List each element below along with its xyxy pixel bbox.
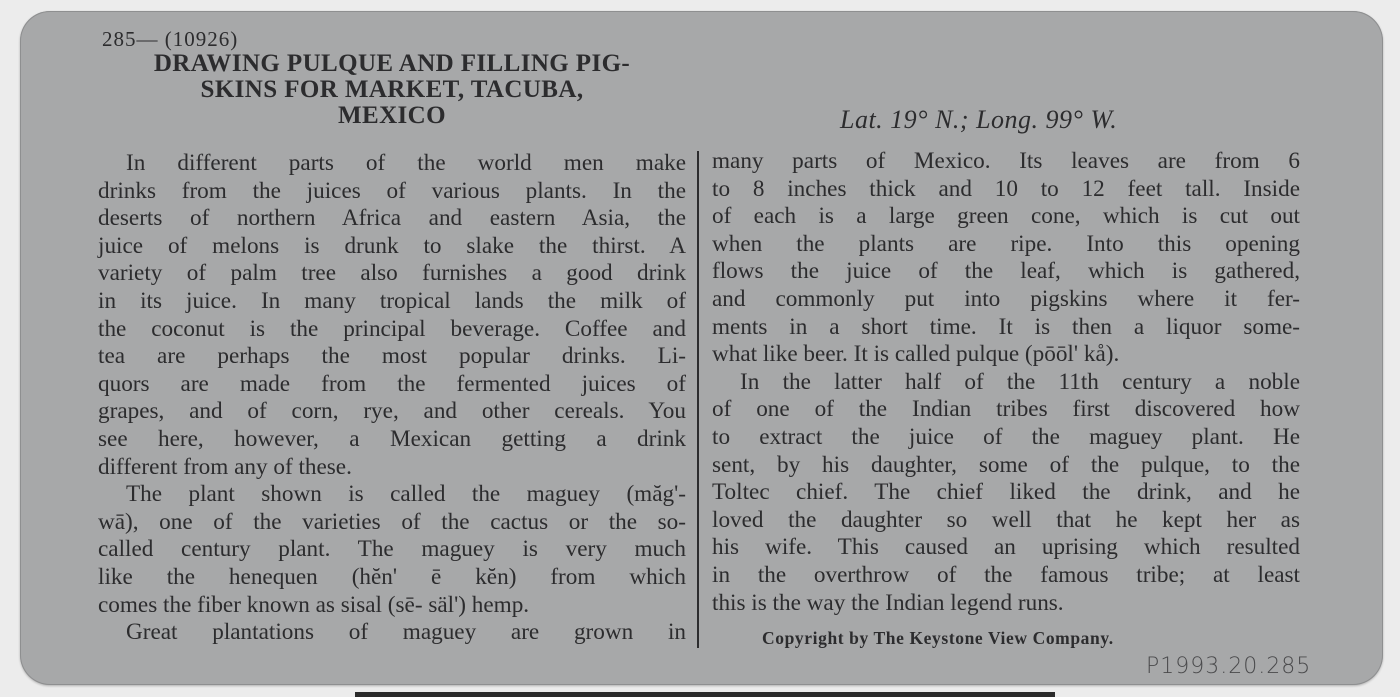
- title-line: MEXICO: [338, 102, 446, 129]
- text-line: deserts of northern Africa and eastern Asia, the: [98, 205, 686, 232]
- column-divider: [697, 151, 699, 648]
- text-line: when the plants are ripe. Into this opening: [712, 230, 1300, 257]
- text-line: different from any of these.: [98, 453, 352, 480]
- text-line: to 8 inches thick and 10 to 12 feet tall. Inside: [712, 175, 1300, 202]
- text-line: flows the juice of the leaf, which is gathered,: [712, 258, 1300, 285]
- text-line: grapes, and of corn, rye, and other cereals. You: [98, 398, 686, 425]
- text-line: comes the fiber known as sisal (sē- säl') hemp.: [98, 591, 530, 618]
- copyright-notice: Copyright by The Keystone View Company.: [762, 628, 1114, 648]
- right-text-column: [712, 148, 1300, 617]
- text-line: Great plantations of maguey are grown in: [126, 619, 686, 646]
- text-line: in its juice. In many tropical lands the milk of: [98, 287, 686, 314]
- text-line: sent, by his daughter, some of the pulque, to the: [712, 451, 1300, 478]
- text-line: drinks from the juices of various plants. In the: [98, 177, 686, 204]
- text-line: The plant shown is called the maguey (măg'-: [126, 481, 686, 508]
- text-line: like the henequen (hĕn' ē kĕn) from which: [98, 563, 686, 590]
- text-line: Toltec chief. The chief liked the drink, and he: [712, 479, 1300, 506]
- lat-long: Lat. 19° N.; Long. 99° W.: [840, 105, 1118, 134]
- text-line: many parts of Mexico. Its leaves are from 6: [712, 148, 1300, 174]
- text-line: variety of palm tree also furnishes a good drink: [98, 260, 686, 287]
- text-line: of each is a large green cone, which is cut out: [712, 203, 1300, 230]
- text-line: called century plant. The maguey is very much: [98, 536, 686, 563]
- catalog-number: 285— (10926): [102, 27, 239, 51]
- title-line: SKINS FOR MARKET, TACUBA,: [200, 76, 584, 103]
- scan-edge-bar: [355, 692, 1055, 697]
- text-line: loved the daughter so well that he kept her as: [712, 506, 1300, 533]
- accession-number: P1993.20.285: [1146, 654, 1312, 679]
- text-line: juice of melons is drunk to slake the thirst. A: [98, 232, 686, 259]
- text-line: his wife. This caused an uprising which resulted: [712, 534, 1300, 561]
- text-line: and commonly put into pigskins where it fer-: [712, 285, 1300, 312]
- text-line: wā), one of the varieties of the cactus or the so-: [98, 508, 686, 535]
- text-line: In the latter half of the 11th century a noble: [740, 368, 1300, 395]
- left-text-column: [98, 150, 686, 647]
- text-line: In different parts of the world men make: [126, 150, 686, 176]
- text-line: ments in a short time. It is then a liquor some-: [712, 313, 1300, 340]
- text-line: quors are made from the fermented juices of: [98, 370, 686, 397]
- text-line: what like beer. It is called pulque (pōōl' kå).: [712, 341, 1120, 368]
- text-line: tea are perhaps the most popular drinks. Li-: [98, 343, 686, 370]
- text-line: to extract the juice of the maguey plant. He: [712, 423, 1300, 450]
- title-line: DRAWING PULQUE AND FILLING PIG-: [153, 50, 631, 77]
- card-title: [92, 51, 692, 129]
- text-line: of one of the Indian tribes first discovered how: [712, 396, 1300, 423]
- text-line: this is the way the Indian legend runs.: [712, 589, 1064, 616]
- text-line: see here, however, a Mexican getting a drink: [98, 425, 686, 452]
- text-line: the coconut is the principal beverage. Coffee and: [98, 315, 686, 342]
- text-line: in the overthrow of the famous tribe; at least: [712, 561, 1300, 588]
- stereocard-back: [20, 11, 1383, 685]
